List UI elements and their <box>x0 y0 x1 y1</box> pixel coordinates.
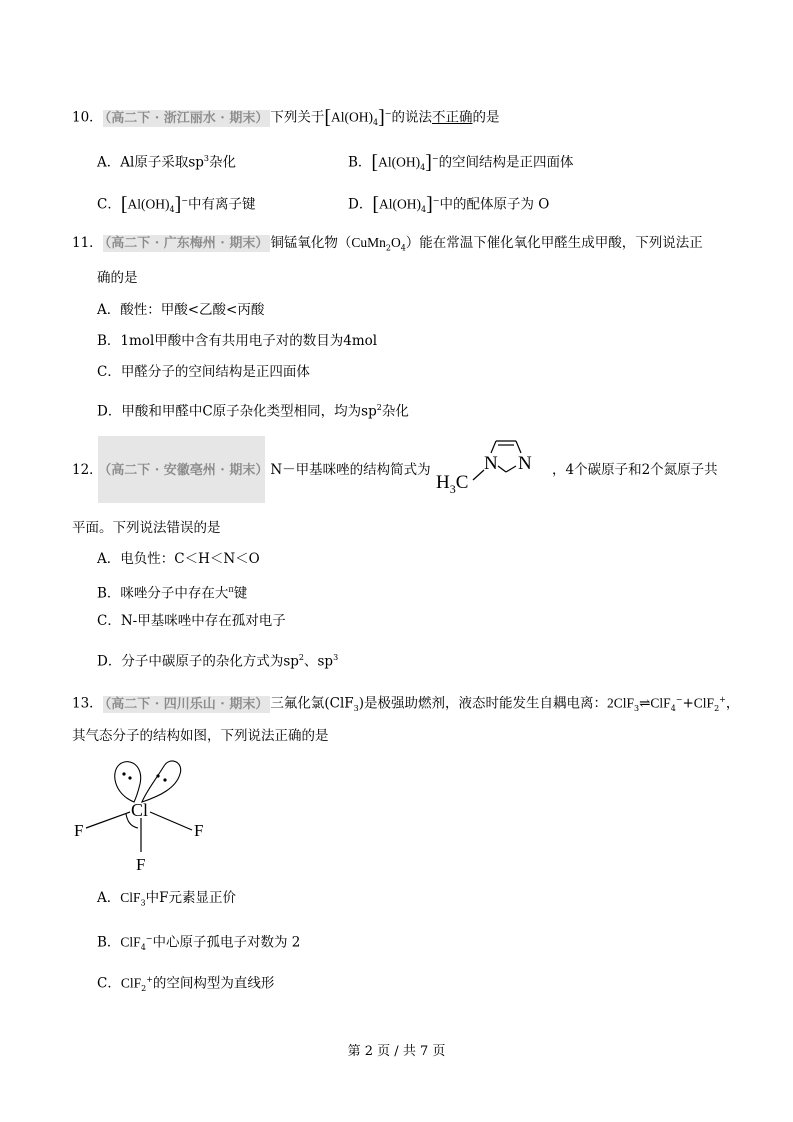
question-number: 10． <box>72 109 103 126</box>
q13-option-c: C．ClF$_2$+的空间构型为直线形 <box>97 975 275 994</box>
question-number: 13． <box>72 695 103 712</box>
chlorine-label: Cl <box>131 800 149 820</box>
source-tag: （高二下 · 安徽亳州 · 期末） <box>104 463 269 478</box>
question-12-stem-b: ，4个碳原子和2个氮原子共 <box>552 462 718 478</box>
question-11-stem: 11． （高二下 · 广东梅州 · 期末） 铜锰氧化物$(CuMn_2O_4)$能在常温下催化氧化甲醛生成甲酸，下列说法正 <box>72 235 703 253</box>
q12-option-d: D．分子中碳原子的杂化方式为$sp^2$、$sp^3$ <box>97 653 339 670</box>
source-tag: （高二下 · 广东梅州 · 期末） <box>104 236 269 251</box>
q12-option-a: A．电负性：C＜H＜N＜O <box>97 551 260 567</box>
lone-pair-lobe <box>115 762 141 802</box>
question-13-stem: 13． （高二下 · 四川乐山 · 期末） 三氟化氯(ClF$_3$)是极强助燃剂，液态时能发生自耦电离：2ClF$_3$⇌ClF$_4$−+ClF$_2$+， <box>72 695 740 714</box>
lone-pair-lobe <box>142 761 181 802</box>
fluorine-label: F <box>74 821 84 840</box>
question-12-stem-cont: 平面。下列说法错误的是 <box>72 520 221 536</box>
q11-option-b: B．1mol甲酸中含有共用电子对的数目为4mol <box>97 333 378 349</box>
q13-option-b: B．ClF$_4$−中心原子孤电子对数为 2 <box>97 934 301 953</box>
question-13-stem-cont: 其气态分子的结构如图，下列说法正确的是 <box>72 728 329 744</box>
q11-option-a: A．酸性：甲酸<乙酸<丙酸 <box>97 302 265 318</box>
source-tag: （高二下 · 四川乐山 · 期末） <box>104 696 269 712</box>
fluorine-label: F <box>194 821 204 840</box>
methyl-bond <box>473 470 484 480</box>
methyl-label: $H_3C$ <box>436 472 469 494</box>
question-number: 11． <box>72 235 103 251</box>
ring-bond <box>491 441 496 453</box>
q11-option-d: D．甲酸和甲醛中C原子杂化类型相同，均为$sp^2$杂化 <box>97 403 409 420</box>
methylimidazole-structure <box>436 436 548 494</box>
q10-option-a: A．Al原子采取$sp^3$杂化 <box>97 154 236 171</box>
q10-option-b: B．$[Al(OH)_4]^-$的空间结构是正四面体 <box>348 151 574 174</box>
ring-bond <box>516 441 521 453</box>
question-11-stem-cont: 确的是 <box>97 270 138 286</box>
q12-option-b: B．咪唑分子中存在大$^\pi$键 <box>97 585 248 602</box>
n1-label: N <box>484 453 498 474</box>
q11-option-c: C．甲醛分子的空间结构是正四面体 <box>97 364 310 380</box>
page-footer: 第 2 页 / 共 7 页 <box>347 1044 446 1059</box>
q13-option-a: A．ClF$_3$中F元素显正价 <box>97 890 236 908</box>
question-12-stem: 12． （高二下 · 安徽亳州 · 期末） N－甲基咪唑的结构简式为 <box>72 462 431 478</box>
ring-bond <box>498 466 506 472</box>
fluorine-label: F <box>136 855 146 874</box>
ring-double-bond <box>506 466 516 472</box>
source-tag: （高二下 · 浙江丽水 · 期末） <box>104 110 269 126</box>
n3-label: N <box>518 453 532 474</box>
clf3-structure <box>72 752 222 877</box>
q10-option-d: D．$[Al(OH)_4]^-$中的配体原子为 O <box>348 193 550 216</box>
cl-f-bond <box>86 812 130 828</box>
q12-option-c: C．N-甲基咪唑中存在孤对电子 <box>97 613 286 629</box>
cl-f-bond <box>150 812 192 830</box>
question-number: 12． <box>72 462 103 478</box>
question-10-stem: 10． （高二下 · 浙江丽水 · 期末） 下列关于$[Al(OH)_4]^-$的说法不正确的是 <box>72 106 500 129</box>
q10-option-c: C．$[Al(OH)_4]^-$中有离子键 <box>97 193 256 216</box>
